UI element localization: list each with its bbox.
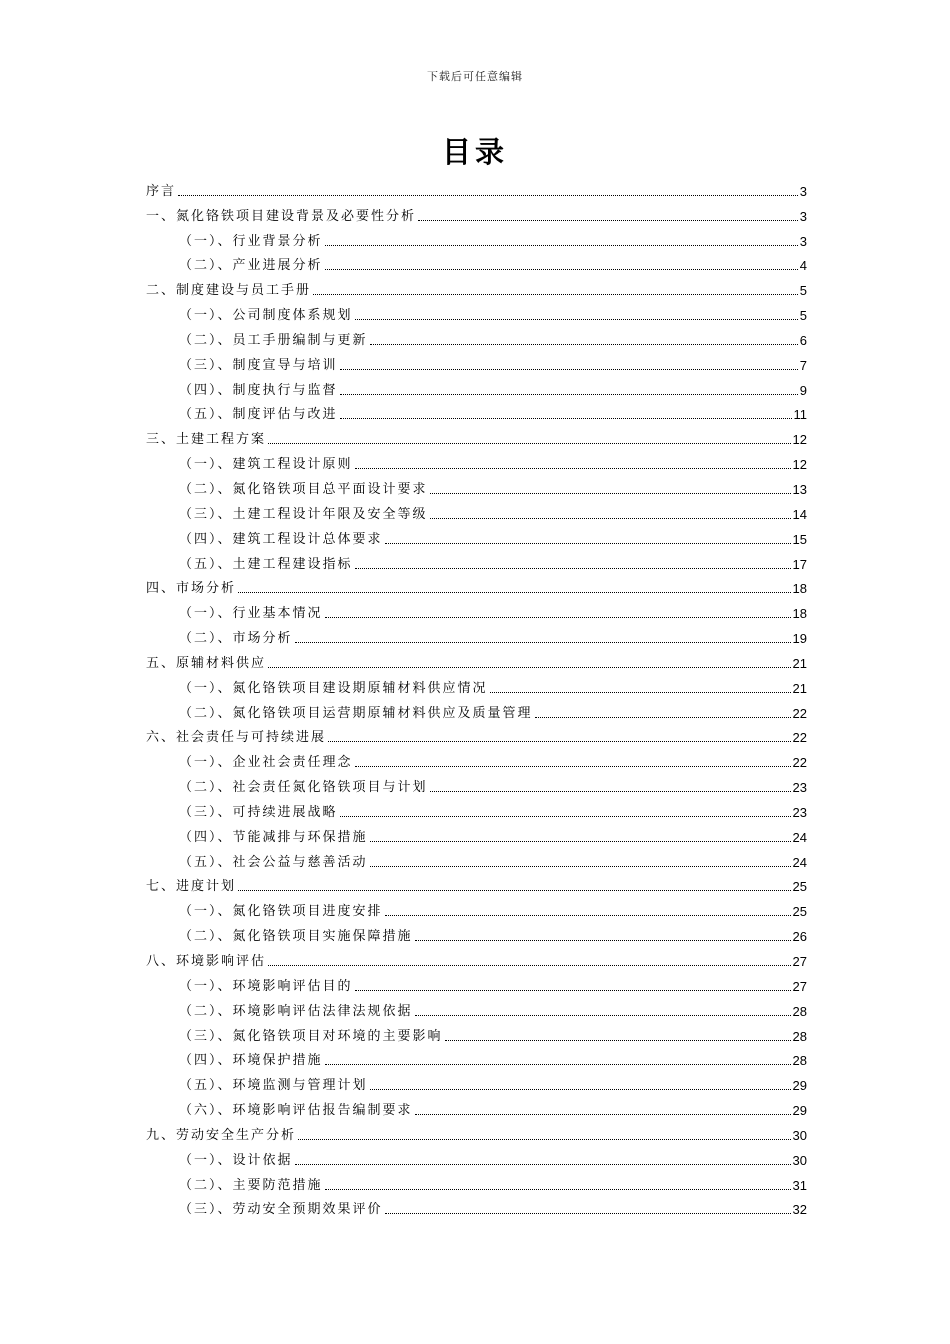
toc-subentry[interactable] xyxy=(146,524,807,549)
toc-page-number: 18 xyxy=(792,606,807,622)
toc-page-number: 24 xyxy=(792,829,807,845)
toc-dot-leader xyxy=(445,1040,791,1041)
toc-subentry[interactable] xyxy=(146,1095,807,1120)
toc-entry-label: （一）、行业基本情况 xyxy=(179,606,323,622)
toc-page-number: 25 xyxy=(792,879,807,895)
toc-entry-label: （二）、员工手册编制与更新 xyxy=(179,332,368,348)
toc-subentry[interactable] xyxy=(146,971,807,996)
toc-page-number: 24 xyxy=(792,854,807,870)
toc-entry[interactable] xyxy=(146,723,807,748)
toc-subentry[interactable] xyxy=(146,350,807,375)
toc-entry[interactable] xyxy=(146,574,807,599)
toc-entry-label: （三）、制度宣导与培训 xyxy=(179,357,338,373)
toc-page-number: 29 xyxy=(792,1103,807,1119)
toc-dot-leader xyxy=(415,1015,791,1016)
toc-entry-label: （一）、氮化铬铁项目建设期原辅材料供应情况 xyxy=(179,680,488,696)
toc-dot-leader xyxy=(325,617,791,618)
toc-subentry[interactable] xyxy=(146,449,807,474)
toc-dot-leader xyxy=(238,890,791,891)
toc-page-number: 31 xyxy=(792,1177,807,1193)
toc-subentry[interactable] xyxy=(146,1046,807,1071)
toc-entry[interactable] xyxy=(146,424,807,449)
header-note: 下载后可任意编辑 xyxy=(427,70,523,83)
toc-entry-label: （五）、环境监测与管理计划 xyxy=(179,1078,368,1094)
toc-subentry[interactable] xyxy=(146,772,807,797)
toc-entry-label: （一）、行业背景分析 xyxy=(179,233,323,249)
toc-dot-leader xyxy=(385,1213,791,1214)
toc-dot-leader xyxy=(295,642,791,643)
toc-entry-label: （二）、主要防范措施 xyxy=(179,1177,323,1193)
toc-entry-label: （一）、环境影响评估目的 xyxy=(179,978,353,994)
toc-entry[interactable] xyxy=(146,201,807,226)
toc-entry[interactable] xyxy=(146,176,807,201)
toc-dot-leader xyxy=(430,791,791,792)
toc-entry-label: 八、环境影响评估 xyxy=(146,954,267,969)
toc-dot-leader xyxy=(370,841,791,842)
toc-entry-label: （二）、产业进展分析 xyxy=(179,258,323,274)
toc-dot-leader xyxy=(328,741,791,742)
toc-subentry[interactable] xyxy=(146,847,807,872)
toc-entry-label: 一、氮化铬铁项目建设背景及必要性分析 xyxy=(146,208,417,224)
toc-dot-leader xyxy=(355,319,798,320)
toc-dot-leader xyxy=(313,294,798,295)
toc-dot-leader xyxy=(268,965,791,966)
toc-dot-leader xyxy=(355,766,791,767)
toc-entry-label: （一）、设计依据 xyxy=(179,1152,293,1168)
toc-dot-leader xyxy=(355,568,791,569)
toc-entry-label: （一）、公司制度体系规划 xyxy=(179,308,353,324)
toc-page-number: 13 xyxy=(792,481,807,497)
toc-page-number: 18 xyxy=(792,581,807,597)
toc-dot-leader xyxy=(370,1089,791,1090)
toc-page-number: 5 xyxy=(799,308,807,324)
toc-page-number: 23 xyxy=(792,780,807,796)
toc-entry-label: （五）、制度评估与改进 xyxy=(179,407,338,423)
toc-dot-leader xyxy=(340,369,798,370)
toc-dot-leader xyxy=(430,493,791,494)
toc-dot-leader xyxy=(325,1064,791,1065)
toc-entry-label: （三）、劳动安全预期效果评价 xyxy=(179,1202,383,1218)
toc-subentry[interactable] xyxy=(146,251,807,276)
toc-entry[interactable] xyxy=(146,1120,807,1145)
toc-entry-label: （一）、建筑工程设计原则 xyxy=(179,457,353,473)
toc-dot-leader xyxy=(385,915,791,916)
toc-page-number: 17 xyxy=(792,556,807,572)
toc-subentry[interactable] xyxy=(146,797,807,822)
toc-page-number: 21 xyxy=(792,655,807,671)
toc-page-number: 27 xyxy=(792,978,807,994)
toc-dot-leader xyxy=(535,717,791,718)
toc-page-number: 28 xyxy=(792,1053,807,1069)
toc-entry[interactable] xyxy=(146,648,807,673)
toc-dot-leader xyxy=(340,394,798,395)
toc-subentry[interactable] xyxy=(146,400,807,425)
toc-entry-label: （三）、可持续进展战略 xyxy=(179,804,338,820)
toc-page-number: 22 xyxy=(792,705,807,721)
toc-entry-label: 序言 xyxy=(146,183,177,199)
toc-page-number: 9 xyxy=(799,382,807,398)
toc-subentry[interactable] xyxy=(146,623,807,648)
toc-entry-label: 三、土建工程方案 xyxy=(146,432,267,448)
toc-page-number: 22 xyxy=(792,755,807,771)
toc-subentry[interactable] xyxy=(146,300,807,325)
toc-page-number: 12 xyxy=(792,457,807,473)
toc-dot-leader xyxy=(340,418,792,419)
toc-entry-label: 六、社会责任与可持续进展 xyxy=(146,730,327,746)
toc-dot-leader xyxy=(268,443,791,444)
toc-entry-label: （四）、建筑工程设计总体要求 xyxy=(179,531,383,547)
toc-entry-label: （二）、社会责任氮化铬铁项目与计划 xyxy=(179,780,428,796)
toc-entry-label: （五）、土建工程建设指标 xyxy=(179,556,353,572)
toc-page-number: 32 xyxy=(792,1202,807,1218)
toc-entry-label: （四）、制度执行与监督 xyxy=(179,382,338,398)
toc-page-number: 25 xyxy=(792,904,807,920)
toc-dot-leader xyxy=(238,592,791,593)
page-title: 目录 xyxy=(441,135,508,169)
toc-page-number: 6 xyxy=(799,332,807,348)
toc-dot-leader xyxy=(178,195,798,196)
toc-subentry[interactable] xyxy=(146,549,807,574)
toc-dot-leader xyxy=(325,1189,791,1190)
toc-page-number: 29 xyxy=(792,1078,807,1094)
toc-entry-label: 七、进度计划 xyxy=(146,879,237,895)
toc-page-number: 23 xyxy=(792,804,807,820)
toc-subentry[interactable] xyxy=(146,1170,807,1195)
toc-subentry[interactable] xyxy=(146,474,807,499)
toc-subentry[interactable] xyxy=(146,698,807,723)
toc-page-number: 30 xyxy=(792,1152,807,1168)
toc-dot-leader xyxy=(295,1164,791,1165)
toc-page-number: 4 xyxy=(799,258,807,274)
toc-dot-leader xyxy=(325,269,798,270)
toc-dot-leader xyxy=(355,990,791,991)
toc-subentry[interactable] xyxy=(146,499,807,524)
toc-entry-label: （二）、环境影响评估法律法规依据 xyxy=(179,1003,413,1019)
toc-subentry[interactable] xyxy=(146,673,807,698)
toc-page-number: 11 xyxy=(793,407,807,423)
toc-page-number: 28 xyxy=(792,1028,807,1044)
toc-dot-leader xyxy=(385,543,791,544)
toc-entry-label: （二）、氮化铬铁项目实施保障措施 xyxy=(179,929,413,945)
toc-page-number: 15 xyxy=(792,531,807,547)
toc-entry[interactable] xyxy=(146,275,807,300)
toc-entry-label: （三）、氮化铬铁项目对环境的主要影响 xyxy=(179,1028,443,1044)
toc-dot-leader xyxy=(355,468,791,469)
toc-page-number: 26 xyxy=(792,929,807,945)
toc-entry-label: 四、市场分析 xyxy=(146,581,237,597)
toc-page-number: 14 xyxy=(792,506,807,522)
toc-page-number: 12 xyxy=(792,432,807,448)
toc-entry-label: （二）、氮化铬铁项目运营期原辅材料供应及质量管理 xyxy=(179,705,533,721)
toc-subentry[interactable] xyxy=(146,921,807,946)
table-of-contents xyxy=(146,176,807,1219)
toc-entry[interactable] xyxy=(146,946,807,971)
toc-dot-leader xyxy=(298,1139,791,1140)
toc-page-number: 3 xyxy=(799,233,807,249)
toc-entry-label: （一）、企业社会责任理念 xyxy=(179,755,353,771)
toc-page-number: 3 xyxy=(799,208,807,224)
toc-entry-label: （六）、环境影响评估报告编制要求 xyxy=(179,1103,413,1119)
toc-subentry[interactable] xyxy=(146,996,807,1021)
toc-page-number: 3 xyxy=(799,183,807,199)
toc-page-number: 7 xyxy=(799,357,807,373)
toc-dot-leader xyxy=(415,940,791,941)
toc-page-number: 30 xyxy=(792,1127,807,1143)
toc-entry-label: （一）、氮化铬铁项目进度安排 xyxy=(179,904,383,920)
toc-dot-leader xyxy=(325,245,798,246)
toc-page-number: 27 xyxy=(792,954,807,969)
toc-entry-label: （四）、环境保护措施 xyxy=(179,1053,323,1069)
toc-subentry[interactable] xyxy=(146,1070,807,1095)
toc-entry-label: （二）、市场分析 xyxy=(179,631,293,647)
toc-subentry[interactable] xyxy=(146,747,807,772)
toc-entry-label: （三）、土建工程设计年限及安全等级 xyxy=(179,506,428,522)
toc-subentry[interactable] xyxy=(146,598,807,623)
toc-page-number: 5 xyxy=(799,283,807,299)
toc-entry[interactable] xyxy=(146,872,807,897)
toc-page-number: 22 xyxy=(792,730,807,746)
toc-page-number: 19 xyxy=(792,631,807,647)
toc-entry-label: （五）、社会公益与慈善活动 xyxy=(179,854,368,870)
toc-entry-label: 五、原辅材料供应 xyxy=(146,655,267,671)
toc-dot-leader xyxy=(370,344,798,345)
toc-dot-leader xyxy=(430,518,791,519)
toc-dot-leader xyxy=(340,816,791,817)
toc-page-number: 28 xyxy=(792,1003,807,1019)
toc-entry-label: （二）、氮化铬铁项目总平面设计要求 xyxy=(179,481,428,497)
toc-entry-label: （四）、节能减排与环保措施 xyxy=(179,829,368,845)
toc-page-number: 21 xyxy=(792,680,807,696)
toc-entry-label: 二、制度建设与员工手册 xyxy=(146,283,312,299)
toc-subentry[interactable] xyxy=(146,896,807,921)
toc-dot-leader xyxy=(415,1114,791,1115)
toc-dot-leader xyxy=(268,667,791,668)
toc-subentry[interactable] xyxy=(146,325,807,350)
toc-subentry[interactable] xyxy=(146,822,807,847)
toc-dot-leader xyxy=(370,866,791,867)
toc-dot-leader xyxy=(418,220,798,221)
toc-subentry[interactable] xyxy=(146,1145,807,1170)
toc-subentry[interactable] xyxy=(146,1021,807,1046)
toc-subentry[interactable] xyxy=(146,226,807,251)
toc-subentry[interactable] xyxy=(146,1195,807,1220)
toc-subentry[interactable] xyxy=(146,375,807,400)
toc-entry-label: 九、劳动安全生产分析 xyxy=(146,1127,297,1143)
toc-dot-leader xyxy=(490,692,791,693)
